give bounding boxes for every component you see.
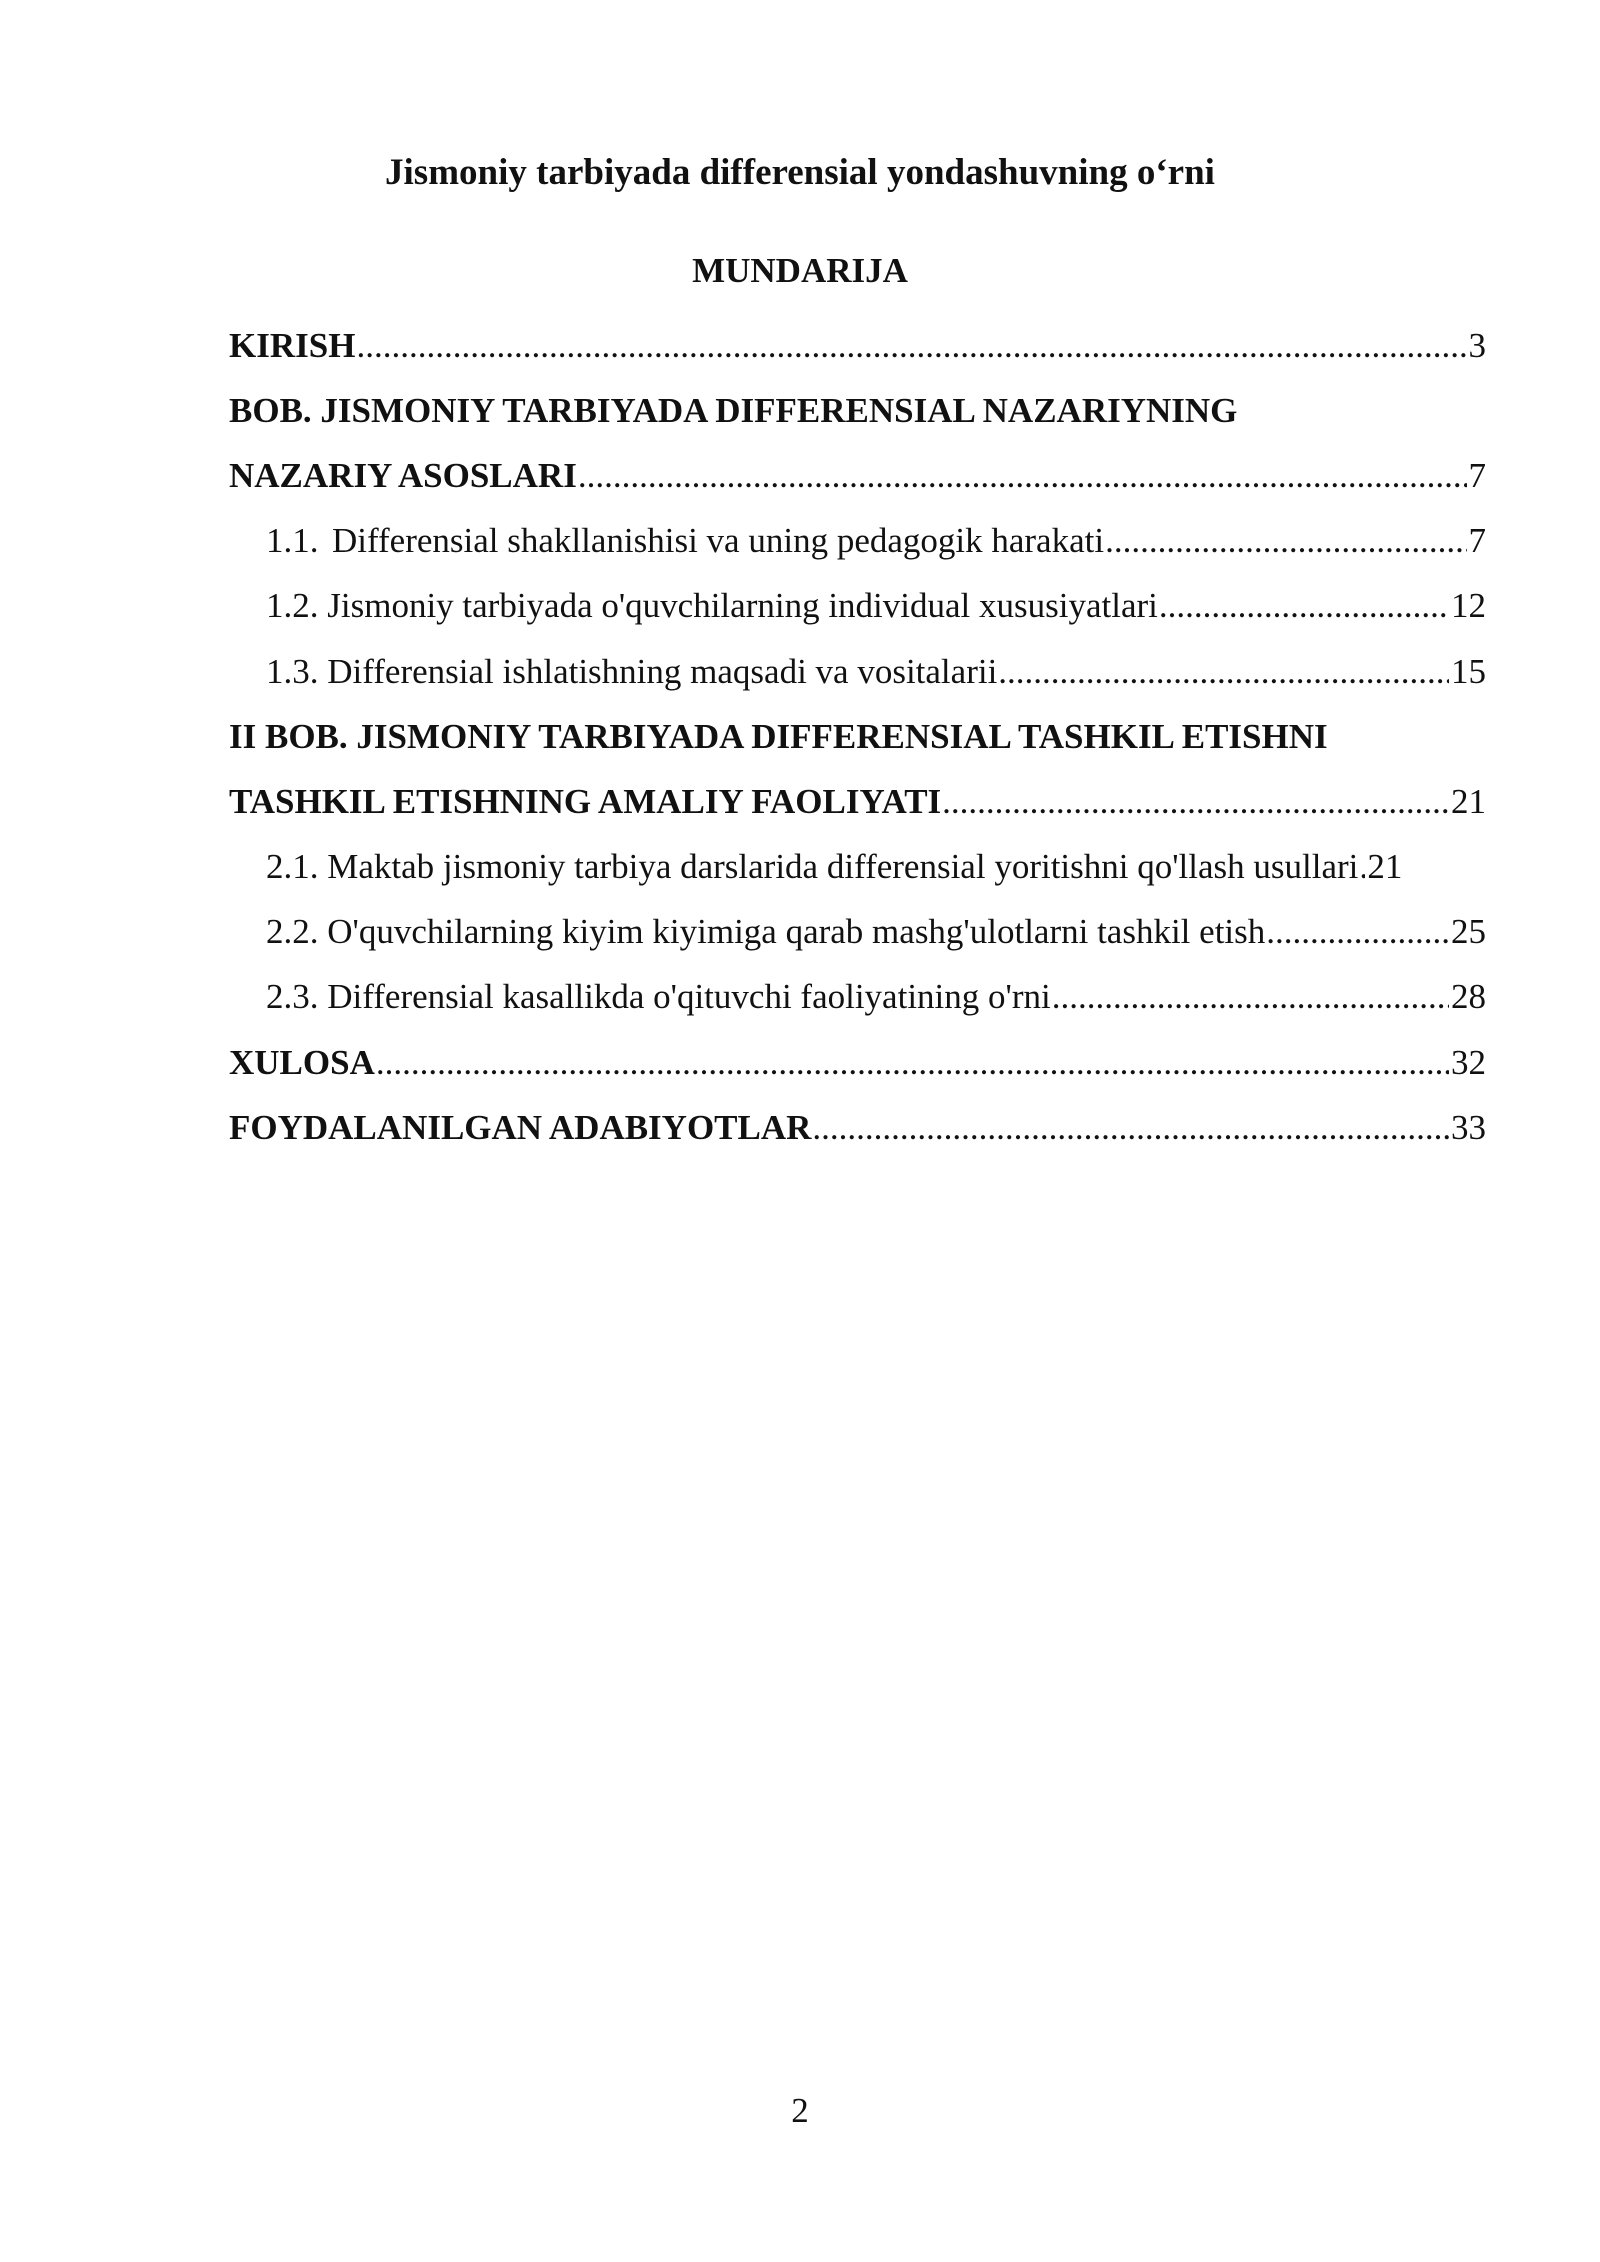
toc-entry-xulosa[interactable] (229, 1030, 1486, 1095)
toc-page-number: 21 (1451, 781, 1486, 821)
toc-entry-label: Differensial ishlatishning maqsadi va vositalarii (327, 651, 998, 691)
toc-page-number: 7 (1468, 455, 1486, 495)
toc-entry-label: Jismoniy tarbiyada o'quvchilarning individual xususiyatlari (327, 586, 1158, 626)
toc-section-number: 2.1. (266, 847, 319, 887)
toc-dot-leader (356, 323, 1466, 369)
toc-entry-label: BOB. JISMONIY TARBIYADA DIFFERENSIAL NAZARIYNING (229, 390, 1238, 430)
toc-entry-2-3[interactable] (229, 965, 1486, 1030)
toc-entry-label: Maktab jismoniy tarbiya darslarida differensial yoritishni qo'llash usullari (327, 847, 1359, 887)
toc-entry-label: FOYDALANILGAN ADABIYOTLAR (229, 1107, 812, 1147)
toc-entry-references[interactable] (229, 1095, 1486, 1160)
toc-page-number: 21 (1367, 847, 1403, 887)
toc-dot-leader (1159, 583, 1449, 629)
toc-heading: MUNDARIJA (692, 251, 908, 290)
toc-section-number: 1.1. (266, 521, 319, 561)
toc-entry-1-3[interactable] (229, 639, 1486, 704)
toc-dot-leader (376, 1040, 1449, 1086)
toc-entry-label: NAZARIY ASOSLARI (229, 455, 577, 495)
document-title: Jismoniy tarbiyada differensial yondashuvning o‘rni (385, 152, 1215, 193)
toc-page-number: 3 (1468, 325, 1486, 365)
toc-entry-2-1[interactable] (229, 835, 1486, 900)
toc-entry-chapter-1-line1[interactable] (229, 378, 1486, 443)
toc-dot-leader (1105, 518, 1466, 564)
toc-entry-label: O'quvchilarning kiyim kiyimiga qarab mashg'ulotlarni tashkil etish (327, 912, 1266, 952)
toc-page-number: 7 (1468, 521, 1486, 561)
table-of-contents (229, 313, 1486, 1160)
toc-entry-label: XULOSA (229, 1042, 375, 1082)
toc-entry-label: Differensial kasallikda o'qituvchi faoliyatining o'rni (327, 977, 1051, 1017)
toc-dot-leader (998, 649, 1449, 695)
toc-entry-label: Differensial shakllanishisi va uning pedagogik harakati (332, 521, 1105, 561)
toc-section-number: 2.3. (266, 977, 319, 1017)
toc-entry-1-2[interactable] (229, 574, 1486, 639)
toc-dot-leader (578, 453, 1467, 499)
toc-section-number: 1.3. (266, 651, 319, 691)
toc-entry-chapter-2-line1[interactable] (229, 704, 1486, 769)
toc-page-number: 33 (1451, 1107, 1486, 1147)
toc-dot-leader (1266, 909, 1449, 955)
page-number: 2 (791, 2091, 809, 2130)
toc-dot-leader (812, 1105, 1449, 1151)
toc-dot-leader (1052, 974, 1449, 1020)
toc-entry-label: TASHKIL ETISHNING AMALIY FAOLIYATI (229, 781, 942, 821)
toc-page-number: 25 (1451, 912, 1486, 952)
toc-entry-chapter-2-line2[interactable] (229, 769, 1486, 834)
toc-page-number: 12 (1451, 586, 1486, 626)
toc-entry-1-1[interactable] (229, 509, 1486, 574)
toc-entry-label: KIRISH (229, 325, 356, 365)
toc-dot-leader (942, 779, 1449, 825)
toc-entry-label: II BOB. JISMONIY TARBIYADA DIFFERENSIAL TASHKIL ETISHNI (229, 716, 1328, 756)
toc-section-number: 2.2. (266, 912, 319, 952)
toc-page-number: 32 (1451, 1042, 1486, 1082)
toc-section-number: 1.2. (266, 586, 319, 626)
toc-entry-kirish[interactable] (229, 313, 1486, 378)
toc-dot-leader (1359, 844, 1365, 890)
toc-entry-2-2[interactable] (229, 900, 1486, 965)
toc-entry-chapter-1-line2[interactable] (229, 443, 1486, 508)
toc-page-number: 28 (1451, 977, 1486, 1017)
toc-page-number: 15 (1451, 651, 1486, 691)
